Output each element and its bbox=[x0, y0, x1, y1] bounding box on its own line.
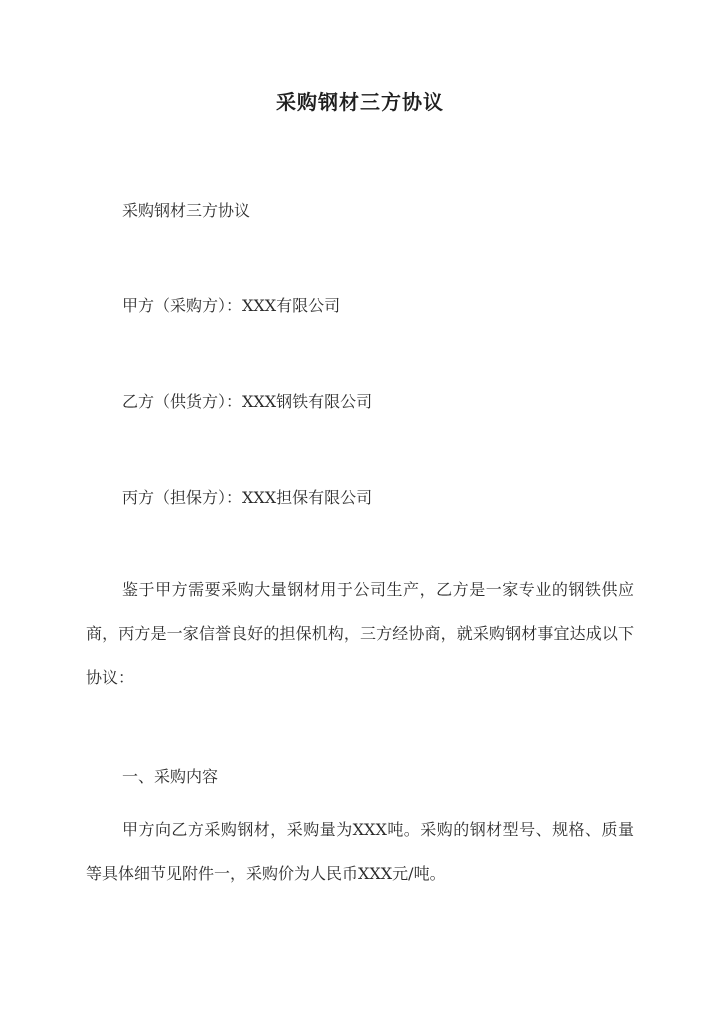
document-subtitle: 采购钢材三方协议 bbox=[122, 201, 251, 220]
section-1-heading: 一、采购内容 bbox=[122, 767, 219, 786]
party-a-line: 甲方（采购方）：XXX有限公司 bbox=[122, 296, 341, 315]
party-b-line: 乙方（供货方）：XXX钢铁有限公司 bbox=[122, 392, 373, 411]
preamble-paragraph: 鉴于甲方需要采购大量钢材用于公司生产，乙方是一家专业的钢铁供应商，丙方是一家信誉良好的担保机构，三方经协商，就采购钢材事宜达成以下协议： bbox=[86, 580, 634, 687]
document-title: 采购钢材三方协议 bbox=[276, 90, 444, 114]
party-c-line: 丙方（担保方）：XXX担保有限公司 bbox=[122, 488, 373, 507]
section-1-body: 甲方向乙方采购钢材，采购量为XXX吨。采购的钢材型号、规格、质量等具体细节见附件一，采购价为人民币XXX元/吨。 bbox=[86, 820, 634, 883]
